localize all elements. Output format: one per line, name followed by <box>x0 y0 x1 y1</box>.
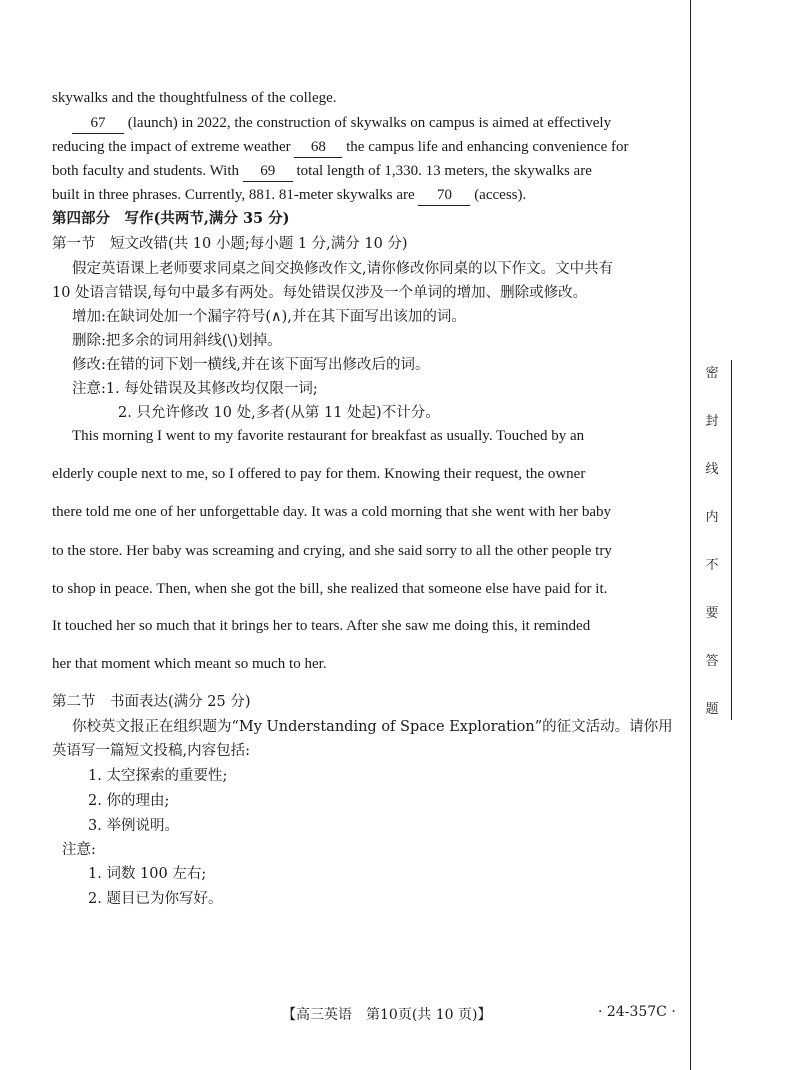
content-point-3: 3. 举例说明。 <box>88 818 179 834</box>
notes-item-1: 1. 词数 100 左右; <box>88 866 207 882</box>
essay-line: This morning I went to my favorite restaurant for breakfast as usually. Touched by an <box>72 428 585 444</box>
part4-heading: 第四部分 写作(共两节,满分 35 分) <box>52 210 290 227</box>
section2-heading: 第二节 书面表达(满分 25 分) <box>52 694 251 710</box>
instruction-line-2: 10 处语言错误,每句中最多有两处。每处错误仅涉及一个单词的增加、删除或修改。 <box>52 285 588 301</box>
passage-line-1: skywalks and the thoughtfulness of the college. <box>52 90 337 106</box>
binding-text: 内 <box>705 510 719 525</box>
blank-69: 69 <box>243 161 293 182</box>
binding-text: 题 <box>705 702 719 717</box>
modify-rule: 修改:在错的词下划一横线,并在该下面写出修改后的词。 <box>72 357 430 373</box>
note-2: 2. 只允许修改 10 处,多者(从第 11 处起)不计分。 <box>118 405 440 421</box>
delete-rule: 删除:把多余的词用斜线(\)划掉。 <box>72 333 282 349</box>
add-rule: 增加:在缺词处加一个漏字符号(∧),并在其下面写出该加的词。 <box>72 309 466 325</box>
content-point-1: 1. 太空探索的重要性; <box>88 768 228 784</box>
blank-67: 67 <box>72 113 124 134</box>
essay-line: her that moment which meant so much to her. <box>52 656 327 672</box>
passage-line-4: both faculty and students. With 69 total length of 1,330. 13 meters, the skywalks are <box>52 161 592 182</box>
binding-text: 封 <box>705 414 719 429</box>
task-line-2: 英语写一篇短文投稿,内容包括: <box>52 743 250 759</box>
blank-68: 68 <box>294 137 342 158</box>
page-footer: 【高三英语 第10页(共 10 页)】 <box>282 1007 492 1023</box>
task-line-1: 你校英文报正在组织题为“My Understanding of Space Exploration”的征文活动。请你用 <box>72 719 673 735</box>
note-1: 注意:1. 每处错误及其修改均仅限一词; <box>72 381 318 397</box>
paper-code: · 24-357C · <box>598 1004 676 1020</box>
binding-line <box>690 0 691 1070</box>
section1-heading: 第一节 短文改错(共 10 小题;每小题 1 分,满分 10 分) <box>52 236 408 252</box>
content-point-2: 2. 你的理由; <box>88 793 170 809</box>
essay-line: there told me one of her unforgettable day. It was a cold morning that she went with her baby <box>52 504 611 520</box>
essay-line: to shop in peace. Then, when she got the bill, she realized that someone else have paid for it. <box>52 581 608 597</box>
passage-line-2: 67 (launch) in 2022, the construction of skywalks on campus is aimed at effectively <box>72 113 611 134</box>
essay-line: elderly couple next to me, so I offered to pay for them. Knowing their request, the owner <box>52 466 586 482</box>
binding-text: 答 <box>705 654 719 669</box>
binding-text: 要 <box>705 606 719 621</box>
blank-70: 70 <box>418 185 470 206</box>
notes-heading: 注意: <box>62 842 96 858</box>
binding-text: 不 <box>705 558 719 573</box>
binding-line-inner <box>731 360 732 720</box>
passage-line-3: reducing the impact of extreme weather 68 the campus life and enhancing convenience for <box>52 137 629 158</box>
essay-line: It touched her so much that it brings her to tears. After she saw me doing this, it reminded <box>52 618 591 634</box>
binding-text: 线 <box>705 462 719 477</box>
essay-line: to the store. Her baby was screaming and crying, and she said sorry to all the other people try <box>52 543 612 559</box>
binding-text: 密 <box>705 366 719 381</box>
notes-item-2: 2. 题目已为你写好。 <box>88 891 223 907</box>
instruction-line-1: 假定英语课上老师要求同桌之间交换修改作文,请你修改你同桌的以下作文。文中共有 <box>72 261 614 277</box>
passage-line-5: built in three phrases. Currently, 881. 81-meter skywalks are 70 (access). <box>52 185 526 206</box>
